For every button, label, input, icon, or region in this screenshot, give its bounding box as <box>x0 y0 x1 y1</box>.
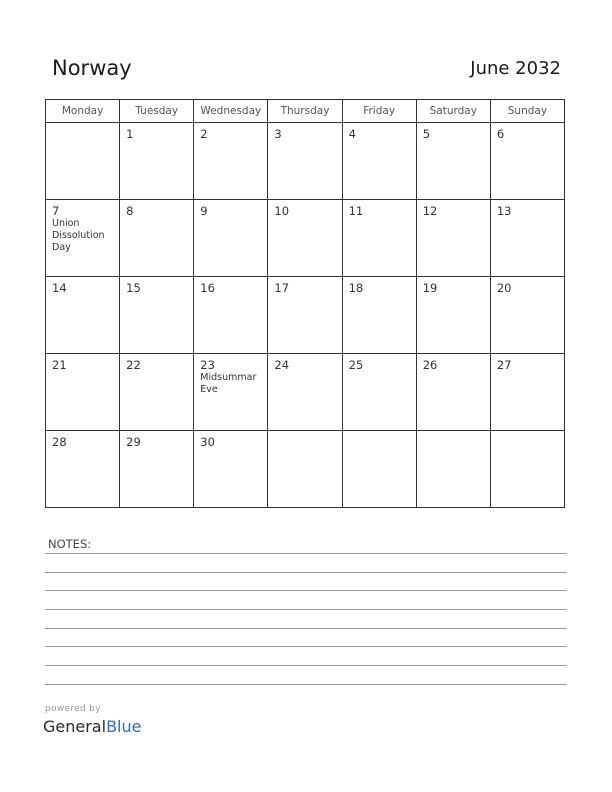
day-cell <box>46 123 120 200</box>
holiday-label: Day <box>52 242 71 253</box>
day-number: 2 <box>200 127 208 141</box>
day-cell <box>268 123 342 200</box>
day-cell <box>46 200 120 277</box>
day-number: 28 <box>52 435 67 449</box>
day-cell <box>416 354 490 431</box>
day-cell <box>120 354 194 431</box>
weekday-sunday: Sunday <box>490 100 564 123</box>
day-number: 19 <box>422 281 438 295</box>
day-cell <box>194 200 268 277</box>
note-line <box>45 665 567 666</box>
day-number: 18 <box>348 281 364 295</box>
day-number: 3 <box>274 127 282 141</box>
day-cell <box>120 123 194 200</box>
weekday-thursday: Thursday <box>268 100 342 123</box>
day-number: 12 <box>422 204 438 218</box>
note-line <box>45 553 567 554</box>
logo-blue-text: Blue <box>106 717 142 736</box>
week-row <box>46 200 565 277</box>
holiday-label: Midsummar <box>200 372 257 383</box>
weekday-monday: Monday <box>46 100 120 123</box>
week-row <box>46 354 565 431</box>
day-cell <box>120 200 194 277</box>
holiday-label: Union <box>52 218 80 229</box>
notes-label: NOTES: <box>48 537 92 551</box>
holiday-label: Dissolution <box>52 230 105 241</box>
note-line <box>45 628 567 629</box>
weekday-saturday: Saturday <box>416 100 490 123</box>
day-number: 26 <box>422 358 438 372</box>
holiday-label: Eve <box>200 384 218 395</box>
week-row <box>46 277 565 354</box>
note-line <box>45 609 567 610</box>
day-number: 24 <box>274 358 290 372</box>
note-line <box>45 646 567 647</box>
day-number: 25 <box>348 358 364 372</box>
day-cell <box>194 354 268 431</box>
day-number: 4 <box>348 127 356 141</box>
day-number: 13 <box>496 204 512 218</box>
day-number: 30 <box>200 435 215 449</box>
day-cell <box>342 354 416 431</box>
day-cell <box>268 277 342 354</box>
weekday-tuesday: Tuesday <box>120 100 194 123</box>
day-cell <box>416 431 490 508</box>
day-cell <box>490 354 564 431</box>
day-cell <box>46 354 120 431</box>
day-cell <box>490 200 564 277</box>
day-cell <box>120 431 194 508</box>
day-cell <box>120 277 194 354</box>
day-cell <box>342 200 416 277</box>
day-cell <box>342 277 416 354</box>
note-line <box>45 572 567 573</box>
day-number: 16 <box>200 281 215 295</box>
day-cell <box>416 277 490 354</box>
day-number: 7 <box>52 204 60 218</box>
week-row <box>46 431 565 508</box>
day-number: 9 <box>200 204 208 218</box>
day-number: 21 <box>52 358 67 372</box>
day-number: 10 <box>274 204 290 218</box>
day-cell <box>194 277 268 354</box>
week-row <box>46 123 565 200</box>
month-year-title: June 2032 <box>470 58 561 79</box>
day-number: 15 <box>126 281 141 295</box>
day-cell <box>416 123 490 200</box>
logo-general-text: General <box>43 717 107 736</box>
day-cell <box>342 123 416 200</box>
weekday-header-row <box>46 100 565 123</box>
day-cell <box>194 431 268 508</box>
day-cell <box>268 354 342 431</box>
weekday-wednesday: Wednesday <box>194 100 268 123</box>
day-cell <box>194 123 268 200</box>
day-number: 6 <box>496 127 505 141</box>
day-number: 29 <box>126 435 141 449</box>
day-cell <box>416 200 490 277</box>
day-cell <box>490 123 564 200</box>
day-cell <box>268 200 342 277</box>
generalblue-logo <box>43 717 141 736</box>
day-number: 1 <box>126 127 134 141</box>
day-cell <box>490 277 564 354</box>
day-cell <box>46 277 120 354</box>
day-cell <box>268 431 342 508</box>
day-cell <box>342 431 416 508</box>
day-number: 17 <box>274 281 290 295</box>
day-number: 11 <box>348 204 364 218</box>
day-number: 22 <box>126 358 141 372</box>
day-number: 8 <box>126 204 134 218</box>
day-cell <box>46 431 120 508</box>
day-cell <box>490 431 564 508</box>
powered-by-text: powered by <box>45 704 101 714</box>
weekday-friday: Friday <box>342 100 416 123</box>
note-line <box>45 684 567 685</box>
country-title: Norway <box>52 56 132 80</box>
day-number: 20 <box>496 281 512 295</box>
day-number: 14 <box>52 281 67 295</box>
day-number: 5 <box>422 127 431 141</box>
day-number: 27 <box>496 358 512 372</box>
note-line <box>45 590 567 591</box>
day-number: 23 <box>200 358 215 372</box>
calendar-grid <box>45 99 565 508</box>
